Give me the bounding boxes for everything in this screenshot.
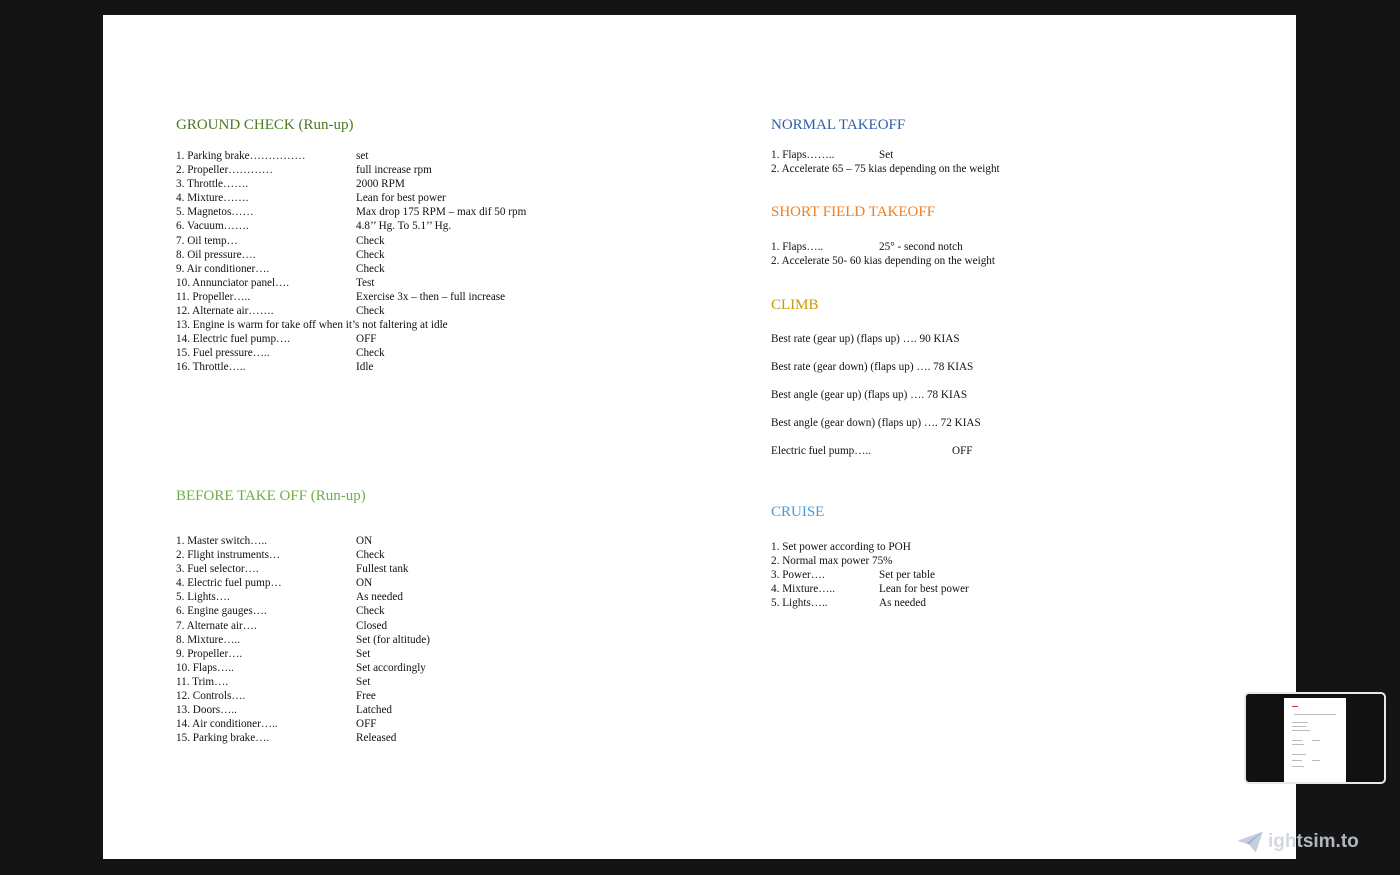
- checklist-item-label: 12. Alternate air…….: [176, 305, 274, 318]
- checklist-row: [176, 332, 656, 346]
- checklist-item-label: 3. Power….: [771, 569, 825, 582]
- checklist-item-label: 6. Vacuum…….: [176, 220, 249, 233]
- checklist-row: [176, 604, 656, 618]
- checklist-row: [176, 163, 656, 177]
- checklist-row: [176, 689, 656, 703]
- document-page: [103, 15, 1296, 859]
- checklist-row: [771, 596, 1171, 610]
- checklist-row: [176, 290, 656, 304]
- watermark-text: ightsim.to: [1268, 831, 1359, 852]
- checklist-item-value: Closed: [356, 619, 388, 632]
- checklist-row: [771, 540, 1171, 554]
- checklist-item-value: Idle: [356, 361, 374, 374]
- checklist-item-label: 15. Parking brake….: [176, 732, 270, 745]
- checklist-item-value: Latched: [356, 704, 393, 717]
- checklist-item-value: set: [356, 150, 369, 162]
- checklist-row: [176, 717, 656, 731]
- checklist-item-label: 16. Throttle…..: [176, 361, 246, 374]
- normal-takeoff-title: NORMAL TAKEOFF: [771, 117, 906, 133]
- climb-pump-value: OFF: [952, 445, 973, 457]
- checklist-row: [176, 675, 656, 689]
- checklist-item-value: Set: [879, 149, 894, 161]
- checklist-item-value: Lean for best power: [356, 192, 446, 205]
- checklist-item-value: Fullest tank: [356, 563, 409, 576]
- paper-plane-icon: [1236, 830, 1264, 854]
- ground-check-title: GROUND CHECK (Run-up): [176, 117, 354, 133]
- checklist-item-label: 10. Flaps…..: [176, 661, 234, 674]
- checklist-row: [176, 318, 656, 332]
- checklist-row: [771, 240, 1171, 254]
- checklist-item-value: Check: [356, 248, 385, 261]
- checklist-item-label: 2. Propeller…………: [176, 164, 273, 177]
- checklist-item-value: ON: [356, 535, 373, 547]
- checklist-row: [176, 276, 656, 290]
- checklist-item-label: 2. Accelerate 65 – 75 kias depending on the weight: [771, 163, 1000, 176]
- checklist-item-value: full increase rpm: [356, 164, 432, 177]
- checklist-item-label: 13. Doors…..: [176, 704, 237, 717]
- checklist-item-value: Set (for altitude): [356, 633, 430, 646]
- checklist-item-value: Check: [356, 605, 385, 618]
- checklist-item-label: 1. Parking brake……………: [176, 150, 306, 162]
- checklist-item-value: Set per table: [879, 569, 935, 582]
- checklist-item-value: Max drop 175 RPM – max dif 50 rpm: [356, 206, 527, 219]
- checklist-row: [176, 562, 656, 576]
- checklist-row: [176, 346, 656, 360]
- checklist-item-label: 14. Electric fuel pump….: [176, 333, 291, 346]
- short-takeoff-title: SHORT FIELD TAKEOFF: [771, 204, 936, 220]
- checklist-item-label: 11. Propeller…..: [176, 290, 251, 303]
- checklist-row: [176, 703, 656, 717]
- checklist-item-label: 8. Mixture…..: [176, 633, 241, 646]
- checklist-item-label: 1. Flaps…..: [771, 241, 824, 253]
- thumbnail-page: [1284, 698, 1346, 782]
- checklist-item-label: 8. Oil pressure….: [176, 248, 256, 261]
- checklist-row: [176, 304, 656, 318]
- checklist-row: [176, 191, 656, 205]
- checklist-item-label: 9. Air conditioner….: [176, 262, 270, 275]
- short-takeoff-list: [771, 240, 1171, 268]
- normal-takeoff-list: [771, 148, 1171, 176]
- checklist-row: [771, 582, 1171, 596]
- checklist-row: [176, 219, 656, 233]
- checklist-row: [176, 360, 656, 374]
- checklist-item-label: 5. Magnetos……: [176, 206, 254, 219]
- checklist-item-label: 5. Lights…..: [771, 597, 828, 610]
- checklist-item-value: OFF: [356, 333, 377, 346]
- checklist-item-value: Set accordingly: [356, 661, 426, 674]
- checklist-row: [176, 234, 656, 248]
- checklist-row: [176, 248, 656, 262]
- checklist-row: [176, 731, 656, 745]
- checklist-row: [176, 149, 656, 163]
- checklist-row: [771, 148, 1171, 162]
- checklist-item-label: 2. Flight instruments…: [176, 549, 281, 562]
- checklist-item-value: Check: [356, 549, 385, 562]
- checklist-item-value: As needed: [356, 591, 403, 604]
- checklist-row: [176, 576, 656, 590]
- climb-line: Best rate (gear down) (flaps up) …. 78 KIAS: [771, 361, 974, 373]
- checklist-item-value: 25° - second notch: [879, 241, 963, 253]
- climb-line: Best angle (gear up) (flaps up) …. 78 KIAS: [771, 389, 968, 401]
- checklist-row: [176, 548, 656, 562]
- checklist-item-label: 10. Annunciator panel….: [176, 276, 290, 289]
- checklist-item-label: 12. Controls….: [176, 690, 246, 703]
- before-takeoff-title: BEFORE TAKE OFF (Run-up): [176, 488, 366, 504]
- checklist-item-value: Lean for best power: [879, 583, 969, 596]
- checklist-row: [176, 534, 656, 548]
- checklist-row: [771, 162, 1171, 176]
- climb-line: Best angle (gear down) (flaps up) …. 72 KIAS: [771, 417, 981, 429]
- before-takeoff-list: [176, 534, 656, 745]
- checklist-item-label: 2. Accelerate 50- 60 kias depending on the weight: [771, 255, 995, 268]
- checklist-item-label: 2. Normal max power 75%: [771, 555, 893, 568]
- checklist-item-label: 7. Alternate air….: [176, 619, 257, 632]
- checklist-item-value: Set: [356, 675, 371, 688]
- checklist-item-value: Check: [356, 234, 385, 247]
- cruise-list: [771, 540, 1171, 610]
- checklist-row: [176, 205, 656, 219]
- checklist-item-value: Check: [356, 305, 385, 318]
- checklist-item-value: Check: [356, 347, 385, 360]
- checklist-row: [771, 254, 1171, 268]
- checklist-row: [176, 633, 656, 647]
- checklist-item-label: 6. Engine gauges….: [176, 605, 267, 618]
- checklist-row: [176, 590, 656, 604]
- checklist-item-value: Released: [356, 732, 397, 745]
- climb-title: CLIMB: [771, 297, 819, 313]
- checklist-item-value: Test: [356, 276, 375, 289]
- checklist-row: [176, 177, 656, 191]
- checklist-row: [176, 262, 656, 276]
- checklist-item-label: 1. Master switch…..: [176, 535, 268, 547]
- checklist-item-label: 7. Oil temp…: [176, 234, 238, 247]
- checklist-row: [176, 619, 656, 633]
- checklist-item-value: Check: [356, 262, 385, 275]
- checklist-item-value: Free: [356, 690, 376, 703]
- checklist-item-label: 13. Engine is warm for take off when it’s not faltering at idle: [176, 319, 448, 332]
- checklist-item-value: ON: [356, 577, 373, 590]
- checklist-item-value: Set: [356, 647, 371, 660]
- cruise-title: CRUISE: [771, 504, 825, 520]
- checklist-item-value: As needed: [879, 597, 926, 610]
- checklist-item-value: 2000 RPM: [356, 178, 405, 191]
- climb-pump-label: Electric fuel pump…..: [771, 445, 872, 457]
- checklist-item-label: 3. Fuel selector….: [176, 563, 259, 576]
- checklist-item-label: 5. Lights….: [176, 591, 230, 604]
- checklist-item-value: Exercise 3x – then – full increase: [356, 290, 506, 303]
- checklist-row: [771, 568, 1171, 582]
- checklist-row: [771, 554, 1171, 568]
- climb-line: Best rate (gear up) (flaps up) …. 90 KIAS: [771, 333, 960, 345]
- watermark: [1236, 828, 1359, 856]
- checklist-item-label: 1. Set power according to POH: [771, 541, 911, 553]
- checklist-item-value: 4.8’’ Hg. To 5.1’’ Hg.: [356, 220, 452, 233]
- checklist-item-label: 1. Flaps……..: [771, 149, 835, 161]
- checklist-item-label: 4. Electric fuel pump…: [176, 577, 282, 590]
- checklist-row: [176, 661, 656, 675]
- checklist-item-label: 3. Throttle…….: [176, 178, 249, 191]
- checklist-item-value: OFF: [356, 718, 377, 731]
- checklist-item-label: 4. Mixture…….: [176, 192, 249, 205]
- ground-check-list: [176, 149, 656, 375]
- checklist-item-label: 15. Fuel pressure…..: [176, 347, 270, 360]
- page-thumbnail[interactable]: [1244, 692, 1386, 784]
- checklist-item-label: 14. Air conditioner…..: [176, 718, 278, 731]
- checklist-item-label: 11. Trim….: [176, 675, 229, 688]
- checklist-item-label: 4. Mixture…..: [771, 583, 836, 596]
- checklist-row: [176, 647, 656, 661]
- checklist-item-label: 9. Propeller….: [176, 647, 243, 660]
